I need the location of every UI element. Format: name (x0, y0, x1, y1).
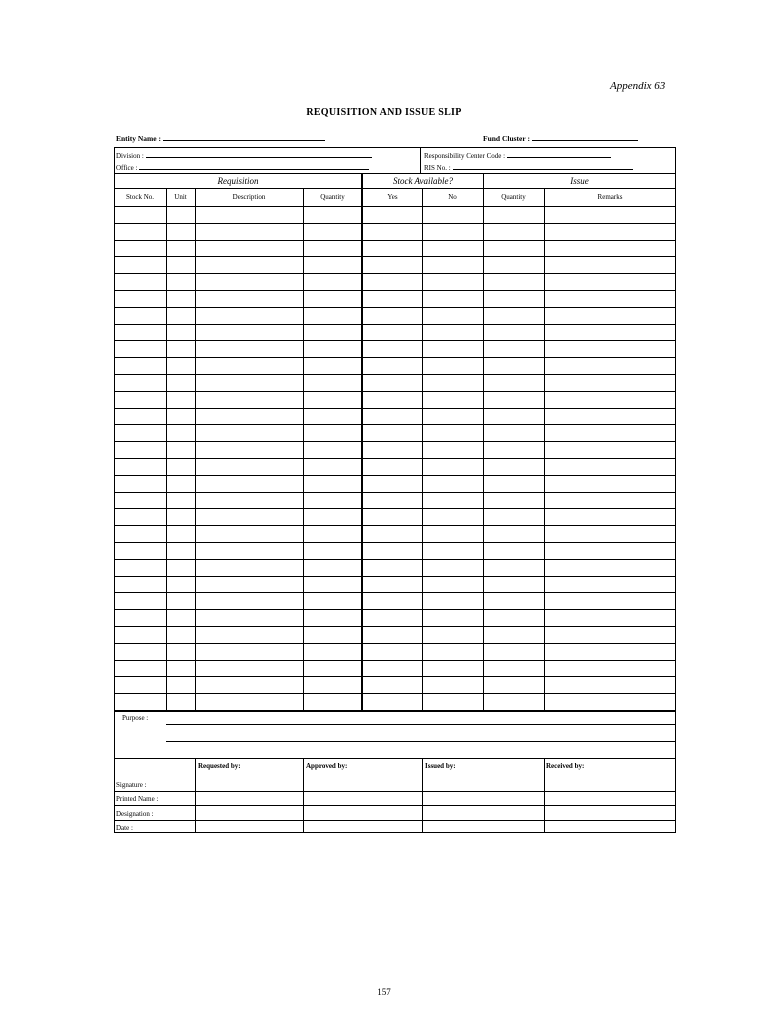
ris-no-blank[interactable] (453, 162, 633, 170)
approved-by-header: Approved by: (306, 762, 348, 770)
table-row-line (114, 256, 676, 257)
division-label: Division : (116, 152, 144, 160)
table-row-line (114, 475, 676, 476)
fund-cluster-field[interactable] (483, 133, 638, 143)
signature-label: Signature : (116, 781, 147, 789)
table-row-line (114, 609, 676, 610)
purpose-line-1[interactable] (166, 724, 676, 725)
table-row-line (114, 307, 676, 308)
fund-cluster-label: Fund Cluster : (483, 134, 530, 143)
table-column-line (544, 189, 545, 710)
table-column-line (166, 189, 167, 710)
office-field[interactable] (116, 162, 369, 172)
received-by-header: Received by: (546, 762, 585, 770)
signature-column-line (303, 758, 304, 833)
table-row-line (114, 592, 676, 593)
table-row-line (114, 660, 676, 661)
rc-code-blank[interactable] (507, 150, 611, 158)
fund-cluster-blank[interactable] (532, 133, 638, 141)
page-number: 157 (377, 987, 391, 997)
col-quantity: Quantity (320, 193, 345, 201)
table-row-line (114, 458, 676, 459)
table-row-line (114, 559, 676, 560)
designation-label: Designation : (116, 810, 154, 818)
table-column-line (195, 189, 196, 710)
col-no: No (448, 193, 457, 201)
requisition-stock-divider (361, 174, 363, 711)
section-divider-line (483, 174, 484, 189)
table-row-line (114, 273, 676, 274)
table-row-line (114, 408, 676, 409)
table-row-line (114, 357, 676, 358)
table-row-line (114, 576, 676, 577)
requested-by-header: Requested by: (198, 762, 241, 770)
rc-code-field[interactable] (424, 150, 611, 160)
col-unit: Unit (174, 193, 187, 201)
signature-column-line (544, 758, 545, 833)
table-row-line (114, 525, 676, 526)
table-column-line (422, 189, 423, 710)
table-row-line (114, 492, 676, 493)
table-row-line (114, 542, 676, 543)
form-title: REQUISITION AND ISSUE SLIP (306, 107, 462, 118)
entity-name-label: Entity Name : (116, 134, 161, 143)
form-frame (114, 147, 676, 833)
signature-column-line (195, 758, 196, 833)
col-remarks: Remarks (597, 193, 623, 201)
signature-row-line (114, 805, 676, 806)
issued-by-header: Issued by: (425, 762, 456, 770)
division-split (420, 147, 421, 174)
col-issue-quantity: Quantity (501, 193, 526, 201)
signature-row-line (114, 820, 676, 821)
appendix-label: Appendix 63 (610, 80, 666, 92)
table-row-line (114, 441, 676, 442)
table-column-line (483, 189, 484, 710)
col-stock-no: Stock No. (126, 193, 154, 201)
section-stock-available: Stock Available? (392, 176, 454, 186)
table-row-line (114, 374, 676, 375)
table-row-line (114, 206, 676, 207)
entity-name-field[interactable] (116, 133, 325, 143)
table-row-line (114, 290, 676, 291)
table-row-line (114, 626, 676, 627)
table-row-line (114, 643, 676, 644)
signature-row-line (114, 758, 676, 759)
ris-no-label: RIS No. : (424, 164, 451, 172)
signature-column-line (422, 758, 423, 833)
table-column-line (303, 189, 304, 710)
table-row-line (114, 676, 676, 677)
purpose-label: Purpose : (122, 714, 149, 722)
col-yes: Yes (387, 193, 398, 201)
ris-no-field[interactable] (424, 162, 633, 172)
table-row-line (114, 508, 676, 509)
purpose-line-2[interactable] (166, 741, 676, 742)
signature-row-line (114, 791, 676, 792)
table-row-line (114, 424, 676, 425)
table-row-line (114, 340, 676, 341)
division-field[interactable] (116, 150, 372, 160)
office-label: Office : (116, 164, 138, 172)
printed-name-label: Printed Name : (116, 795, 159, 803)
section-requisition: Requisition (217, 176, 259, 186)
col-description: Description (232, 193, 266, 201)
table-row-line (114, 223, 676, 224)
table-row-line (114, 240, 676, 241)
date-label: Date : (116, 824, 133, 832)
rc-code-label: Responsibility Center Code : (424, 152, 506, 160)
entity-name-blank[interactable] (163, 133, 325, 141)
table-row-line (114, 324, 676, 325)
table-bottom-line (114, 711, 676, 712)
table-row-line (114, 693, 676, 694)
office-blank[interactable] (139, 162, 369, 170)
section-issue: Issue (570, 176, 589, 186)
division-blank[interactable] (146, 150, 372, 158)
table-row-line (114, 391, 676, 392)
